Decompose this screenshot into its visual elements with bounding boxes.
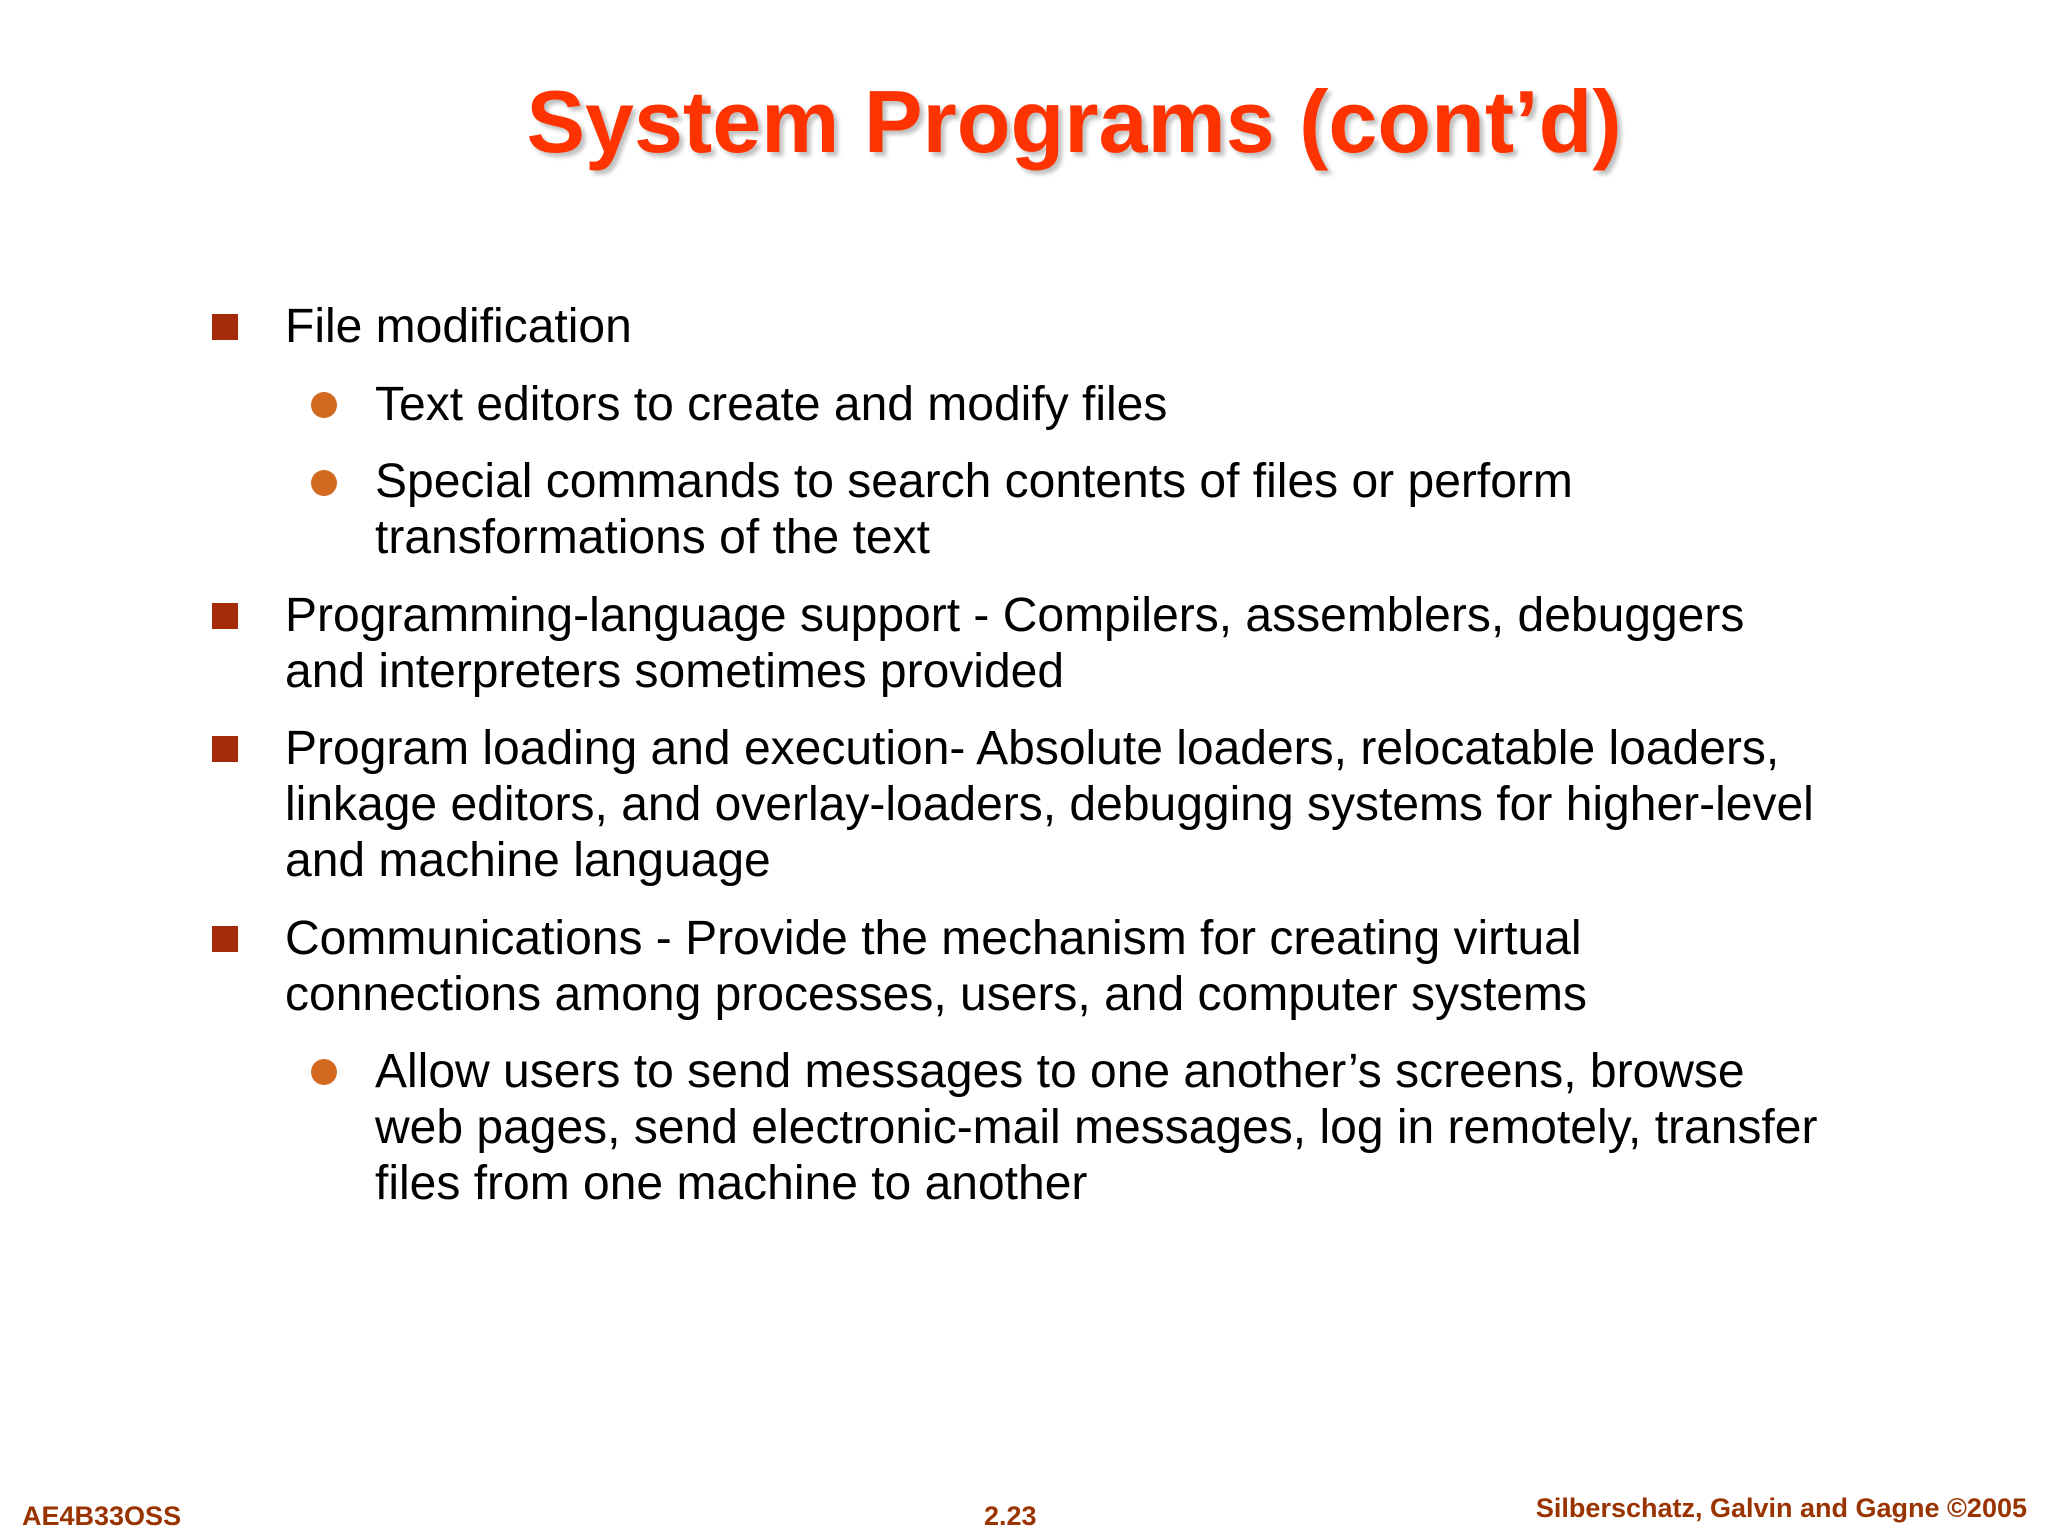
bullet-line: files from one machine to another	[375, 1157, 1088, 1210]
sub-bullet-item-text-editors	[375, 377, 1167, 433]
bullet-line: Allow users to send messages to one another’s screens, browse	[375, 1045, 1745, 1098]
bullet-line: transformations of the text	[375, 511, 930, 564]
circle-bullet-icon	[311, 1059, 337, 1085]
bullet-line: web pages, send electronic-mail messages, log in remotely, transfer	[375, 1101, 1818, 1154]
bullet-line: Program loading and execution- Absolute loaders, relocatable loaders,	[285, 722, 1780, 775]
bullet-line: Special commands to search contents of files or perform	[375, 455, 1573, 508]
footer-page-number: 2.23	[984, 1501, 1037, 1531]
square-bullet-icon	[212, 736, 238, 762]
bullet-line: Communications - Provide the mechanism for creating virtual	[285, 912, 1582, 965]
circle-bullet-icon	[311, 470, 337, 496]
sub-bullet-item-special-commands	[375, 454, 1573, 566]
square-bullet-icon	[212, 603, 238, 629]
bullet-item-program-loading	[285, 721, 1814, 889]
bullet-line: linkage editors, and overlay-loaders, debugging systems for higher-level	[285, 778, 1814, 831]
bullet-line: and interpreters sometimes provided	[285, 645, 1065, 698]
bullet-item-file-modification	[285, 299, 632, 355]
square-bullet-icon	[212, 926, 238, 952]
slide-title: System Programs (cont’d)	[526, 72, 1622, 171]
footer-course-code: AE4B33OSS	[22, 1501, 182, 1531]
bullet-item-programming-language-support	[285, 588, 1744, 700]
bullet-line: File modification	[285, 300, 632, 353]
bullet-line: Text editors to create and modify files	[375, 378, 1168, 431]
bullet-line: Programming-language support - Compilers, assemblers, debuggers	[285, 589, 1745, 642]
sub-bullet-item-allow-users	[375, 1044, 1817, 1212]
square-bullet-icon	[212, 314, 238, 340]
footer-copyright: Silberschatz, Galvin and Gagne ©2005	[1535, 1493, 2027, 1523]
bullet-item-communications	[285, 911, 1587, 1023]
circle-bullet-icon	[311, 392, 337, 418]
bullet-line: and machine language	[285, 834, 771, 887]
bullet-line: connections among processes, users, and computer systems	[285, 968, 1587, 1021]
